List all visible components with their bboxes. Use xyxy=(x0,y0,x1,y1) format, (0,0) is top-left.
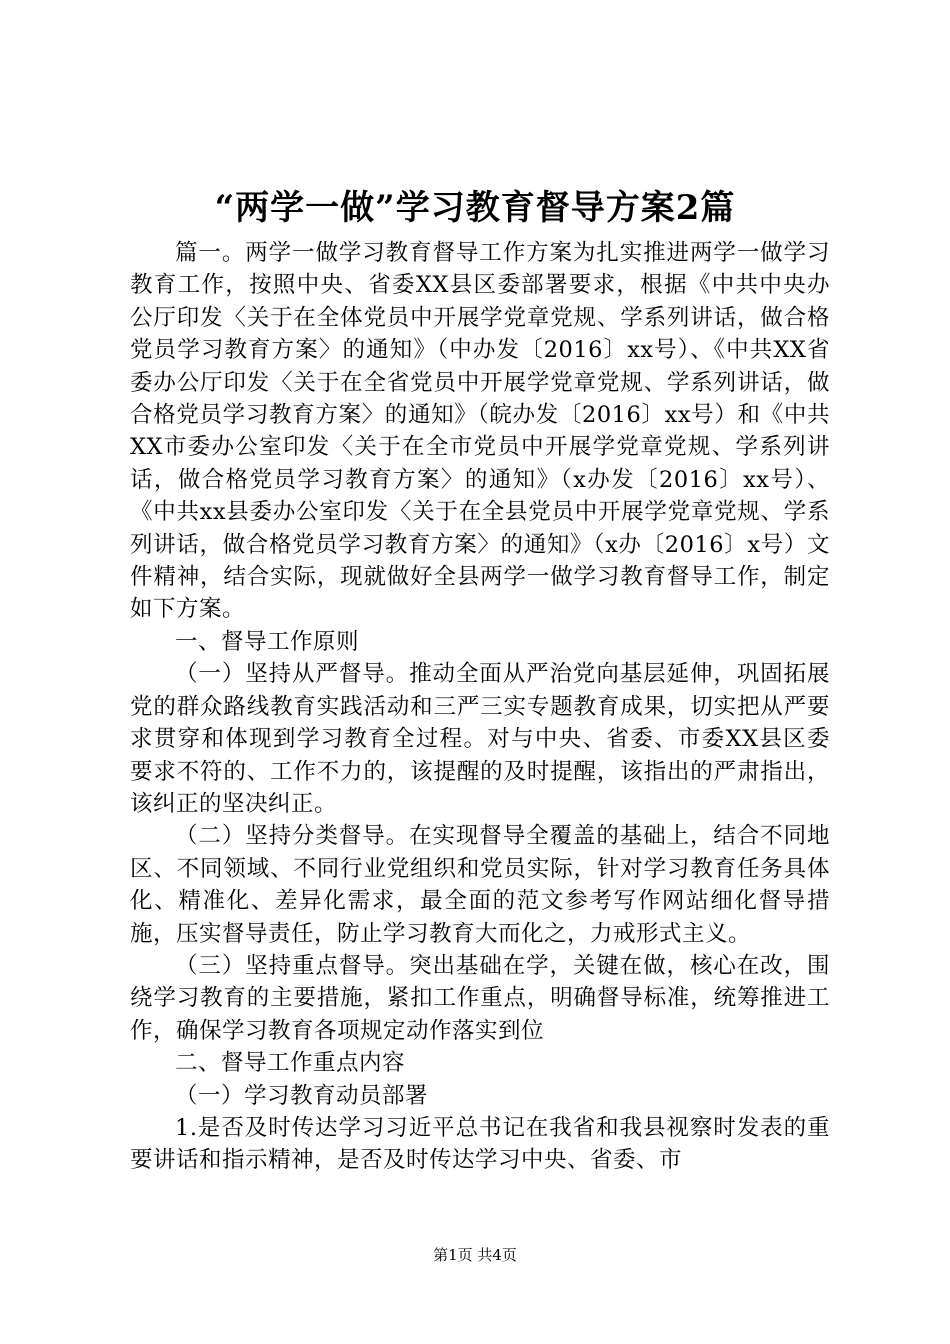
document-title: “两学一做”学习教育督导方案2篇 xyxy=(214,188,736,228)
document-body xyxy=(130,237,830,1177)
page-footer: 第1页 共4页 xyxy=(433,1246,517,1264)
paragraph-intro: 篇一。两学一做学习教育督导工作方案为扎实推进两学一做学习教育工作，按照中央、省委XX县区委部署要求，根据《中共中央办公厅印发〈关于在全体党员中开展学党章党规、学系列讲话，做合格党员学习教育方案〉的通知》（中办发〔2016〕xx号）、《中共XX省委办公厅印发〈关于在全省党员中开展学党章党规、学系列讲话，做合格党员学习教育方案〉的通知》（皖办发〔2016〕xx号）和《中共XX市委办公室印发〈关于在全市党员中开展学党章党规、学系列讲话，做合格党员学习教育方案〉的通知》（x办发〔2016〕xx号）、《中共xx县委办公室印发〈关于在全县党员中开展学党章党规、学系列讲话，做合格党员学习教育方案〉的通知》（x办〔2016〕x号）文件精神，结合实际，现就做好全县两学一做学习教育督导工作，制定如下方案。 xyxy=(130,240,830,623)
paragraph-principle-2: （二）坚持分类督导。在实现督导全覆盖的基础上，结合不同地区、不同领域、不同行业党组织和党员实际，针对学习教育任务具体化、精准化、差异化需求，最全面的范文参考写作网站细化督导措施，压实督导责任，防止学习教育大而化之，力戒形式主义。 xyxy=(130,823,830,947)
subheading-mobilization: （一）学习教育动员部署 xyxy=(175,1082,429,1109)
paragraph-principle-1: （一）坚持从严督导。推动全面从严治党向基层延伸，巩固拓展党的群众路线教育实践活动和三严三实专题教育成果，切实把从严要求贯穿和体现到学习教育全过程。对与中央、省委、市委XX县区委要求不符的、工作不力的，该提醒的及时提醒，该指出的严肃指出，该纠正的坚决纠正。 xyxy=(130,661,830,817)
paragraph-item-1: 1.是否及时传达学习习近平总书记在我省和我县视察时发表的重要讲话和指示精神，是否及时传达学习中央、省委、市 xyxy=(130,1114,830,1174)
heading-principles: 一、督导工作原则 xyxy=(175,628,360,655)
heading-key-content: 二、督导工作重点内容 xyxy=(175,1050,406,1077)
paragraph-principle-3: （三）坚持重点督导。突出基础在学，关键在做，核心在改，围绕学习教育的主要措施，紧扣工作重点，明确督导标准，统筹推进工作，确保学习教育各项规定动作落实到位 xyxy=(130,952,830,1044)
